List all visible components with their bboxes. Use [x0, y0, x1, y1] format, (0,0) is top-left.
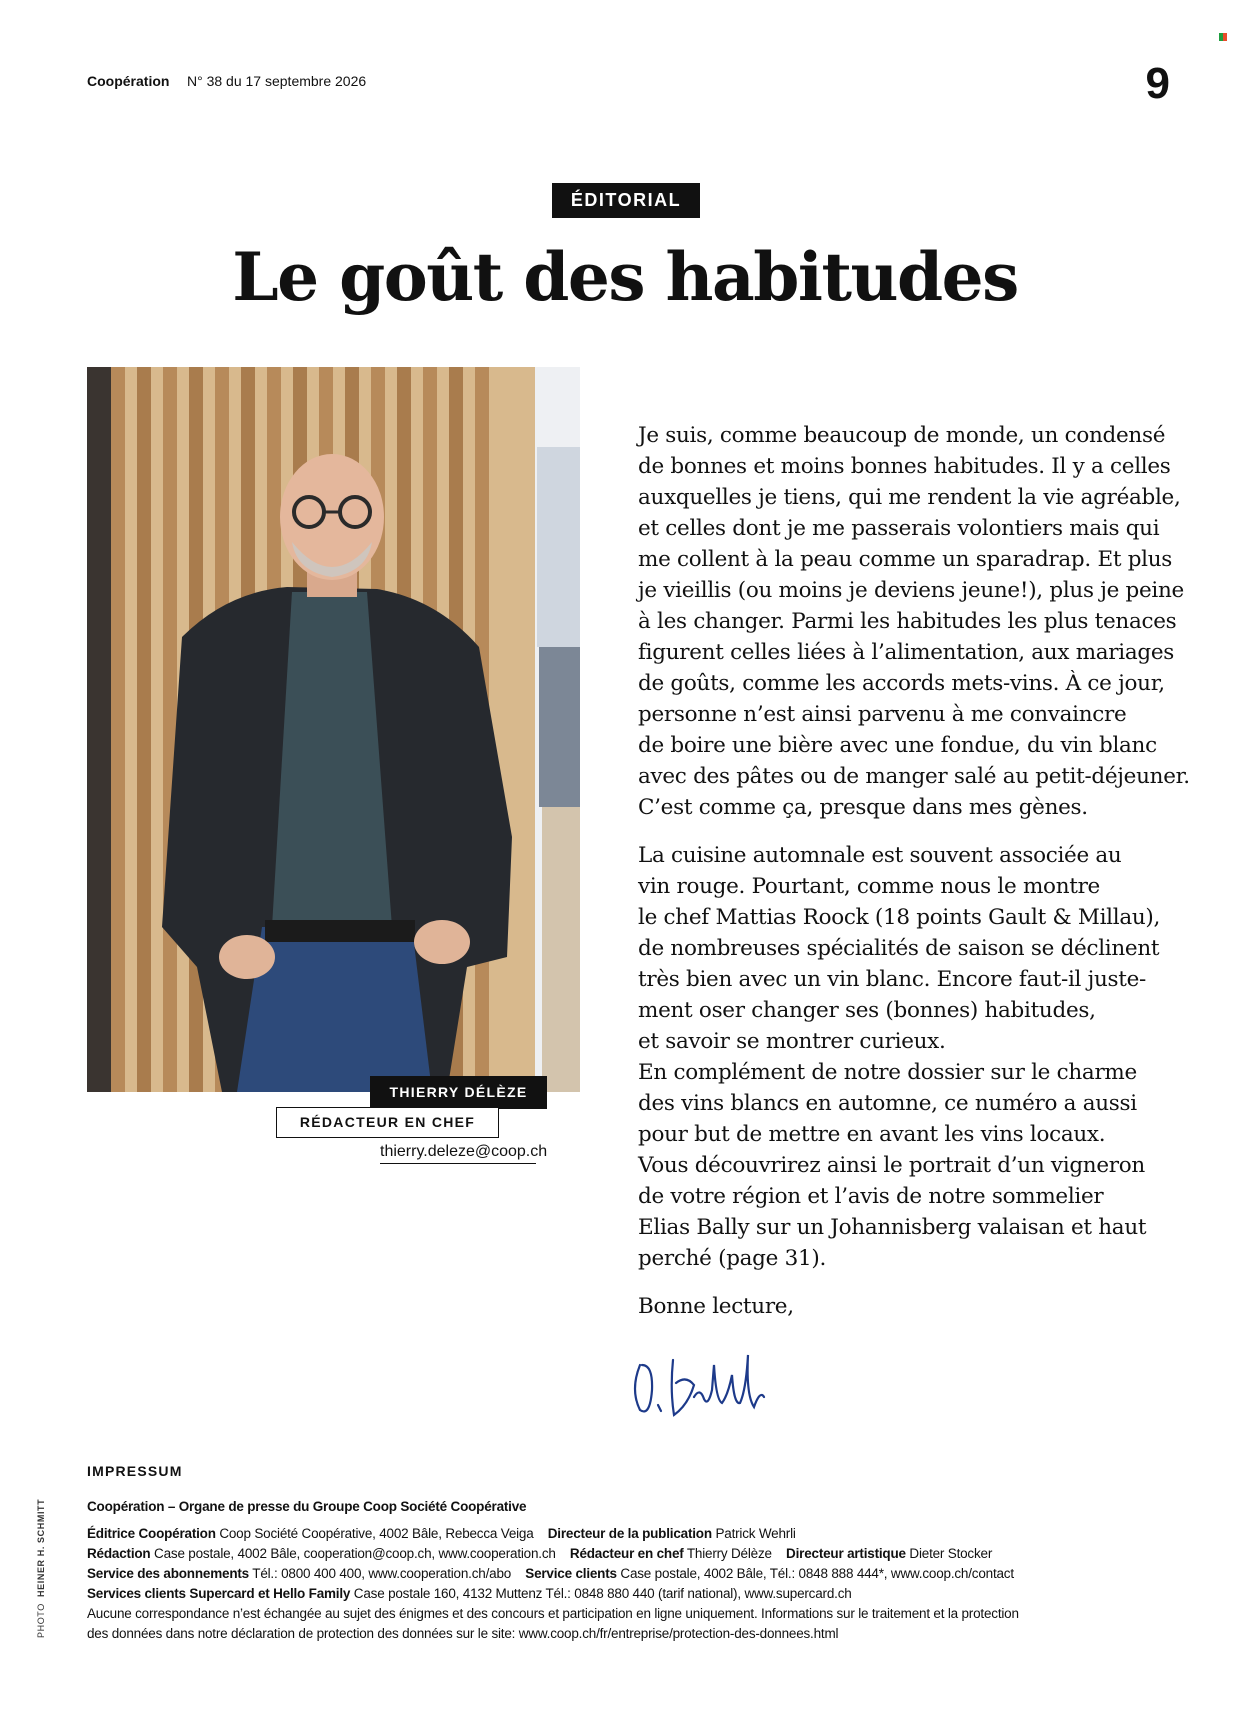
impressum-label: Directeur artistique — [786, 1546, 906, 1561]
impressum-value: Dieter Stocker — [909, 1546, 993, 1561]
color-mark-icon — [1219, 33, 1227, 41]
impressum-organ — [87, 1497, 526, 1517]
impressum-label: Services clients Supercard et Hello Family — [87, 1586, 351, 1601]
body-line: de bonnes et moins bonnes habitudes. Il y a celles — [638, 454, 1171, 479]
body-line: figurent celles liées à l’alimentation, aux mariages — [638, 640, 1174, 665]
impressum-value: Case postale, 4002 Bâle, Tél.: 0848 888 444*, www.coop.ch/contact — [620, 1566, 1014, 1581]
body-line: ment oser changer ses (bonnes) habitudes, — [638, 998, 1096, 1023]
editorial-body — [638, 420, 1190, 1322]
impressum-value: Coop Société Coopérative, 4002 Bâle, Rebecca Veiga — [219, 1526, 534, 1541]
body-line: perché (page 31). — [638, 1246, 826, 1271]
body-line: C’est comme ça, presque dans mes gènes. — [638, 795, 1088, 820]
body-line: je vieillis (ou moins je deviens jeune!), plus je peine — [638, 578, 1184, 603]
impressum-title: IMPRESSUM — [87, 1463, 183, 1479]
body-line: à les changer. Parmi les habitudes les plus tenaces — [638, 609, 1177, 634]
impressum-notice: Aucune correspondance n’est échangée au sujet des énigmes et des concours et participation en ligne uniquement. Informations sur le traitement et la protection — [87, 1606, 1019, 1621]
page-number: 9 — [1145, 59, 1170, 108]
body-line: En complément de notre dossier sur le charme — [638, 1060, 1137, 1085]
impressum-value: Tél.: 0800 400 400, www.cooperation.ch/abo — [252, 1566, 512, 1581]
impressum-value: Patrick Wehrli — [715, 1526, 796, 1541]
impressum-label: Service des abonnements — [87, 1566, 249, 1581]
impressum-label: Rédaction — [87, 1546, 151, 1561]
body-line: vin rouge. Pourtant, comme nous le montre — [638, 874, 1100, 899]
closing-line: Bonne lecture, — [638, 1294, 794, 1319]
author-role-tag: RÉDACTEUR EN CHEF — [276, 1107, 499, 1138]
author-name-tag: THIERRY DÉLÈZE — [370, 1076, 547, 1109]
photo-credit — [36, 1499, 46, 1638]
body-line: très bien avec un vin blanc. Encore faut-il juste- — [638, 967, 1147, 992]
publication-name: Coopération — [87, 73, 170, 89]
impressum-organ-text: Coopération – Organe de presse du Groupe Coop Société Coopérative — [87, 1499, 527, 1514]
impressum-value: Case postale, 4002 Bâle, cooperation@coop.ch, www.cooperation.ch — [154, 1546, 556, 1561]
body-line: avec des pâtes ou de manger salé au petit-déjeuner. — [638, 764, 1190, 789]
body-line: et savoir se montrer curieux. — [638, 1029, 946, 1054]
impressum-value: Case postale 160, 4132 Muttenz Tél.: 0848 880 440 (tarif national), www.supercard.ch — [353, 1586, 852, 1601]
impressum-notice: des données dans notre déclaration de protection des données sur le site: www.coop.ch/fr/entreprise/protection-des-donnees.html — [87, 1626, 839, 1641]
impressum-row-supercard — [87, 1584, 852, 1604]
impressum-row-editrice — [87, 1524, 796, 1544]
photo-credit-name: HEINER H. SCHMITT — [36, 1498, 46, 1597]
body-line: auxquelles je tiens, qui me rendent la vie agréable, — [638, 485, 1181, 510]
body-line: me collent à la peau comme un sparadrap. Et plus — [638, 547, 1173, 572]
impressum-label: Rédacteur en chef — [569, 1546, 684, 1561]
body-line: Elias Bally sur un Johannisberg valaisan et haut — [638, 1215, 1147, 1240]
body-line: de boire une bière avec une fondue, du vin blanc — [638, 733, 1157, 758]
body-line: La cuisine automnale est souvent associée au — [638, 843, 1122, 868]
body-line: et celles dont je me passerais volontiers mais qui — [638, 516, 1160, 541]
photo-credit-label: PHOTO — [36, 1603, 46, 1638]
body-line: personne n’est ainsi parvenu à me convaincre — [638, 702, 1127, 727]
impressum-label: Éditrice Coopération — [87, 1526, 216, 1541]
headline: Le goût des habitudes — [232, 238, 1018, 316]
body-line: des vins blancs en automne, ce numéro a aussi — [638, 1091, 1137, 1116]
body-line: de nombreuses spécialités de saison se déclinent — [638, 936, 1160, 961]
body-line: de votre région et l’avis de notre sommelier — [638, 1184, 1104, 1209]
body-line: pour but de mettre en avant les vins locaux. — [638, 1122, 1106, 1147]
author-portrait — [87, 367, 580, 1092]
issue-date: N° 38 du 17 septembre 2026 — [187, 73, 367, 89]
body-line: Vous découvrirez ainsi le portrait d’un vigneron — [638, 1153, 1145, 1178]
signature — [628, 1335, 788, 1425]
impressum-label: Directeur de la publication — [547, 1526, 712, 1541]
impressum-row-services — [87, 1564, 1014, 1584]
body-line: de goûts, comme les accords mets-vins. À ce jour, — [638, 671, 1165, 696]
body-line: Je suis, comme beaucoup de monde, un condensé — [638, 423, 1166, 448]
author-email-link[interactable]: thierry.deleze@coop.ch — [380, 1143, 536, 1164]
section-label: ÉDITORIAL — [552, 183, 700, 218]
body-line: le chef Mattias Roock (18 points Gault & Millau), — [638, 905, 1161, 930]
impressum-label: Service clients — [525, 1566, 617, 1581]
impressum-row-redaction — [87, 1544, 992, 1564]
impressum-value: Thierry Délèze — [686, 1546, 772, 1561]
